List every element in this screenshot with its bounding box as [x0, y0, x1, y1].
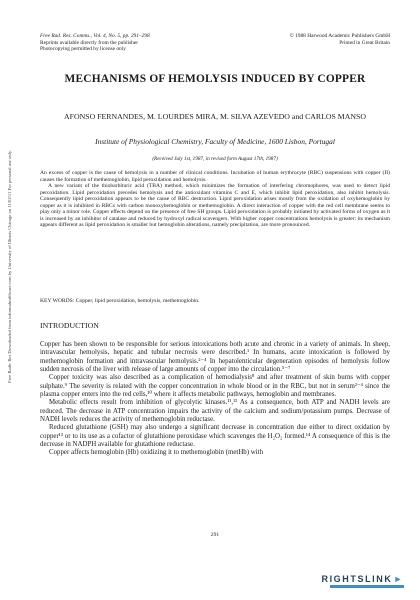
publisher-header	[290, 33, 390, 46]
body-paragraph: Metabolic effects result from inhibition of glycolytic kinases.¹¹,¹² As a consequence, both ATP and NADH levels are reduced. The decrease in ATP concentration impairs the activity of the calcium and sodium/potassium pumps. Decrease of NADH levels reduces the activity of methemoglobin reductase.	[40, 399, 390, 424]
rightslink-wordmark	[321, 574, 404, 584]
abstract-paragraph: A new variant of the thiobarbituric acid (TBA) method, which minimizes the formation of interfering chromophores, was used to detect lipid peroxidation. Lipid peroxidation precedes hemolysis and the antioxidant vitamins C and E, which inhibit lipid peroxidation, also inhibit hemolysis. Consequently lipid peroxidation appears to be the cause of RBC destruction. Lipid peroxidation arises mostly from the oxidation of oxyhemoglobin by copper as it is inhibited in RBCs with carbon monoxyhemoglobin or methemoglobin. A direct interaction of copper with the red cell membrane seems to play only a minor role. Copper effects depend on the presence of free SH groups. Lipid peroxidation is probably initiated by activated forms of oxygen as it is increased by an inhibitor of catalase and reduced by hydroxyl radical scavengers. With higher copper concentrations hemolysis is greater: its mechanism appears different as lipid peroxidation is smaller but hemoglobin alterations, namely precipitation, are more pronounced.	[40, 183, 390, 229]
abstract-paragraph: An excess of copper is the cause of hemolysis in a number of clinical conditions. Incubation of human erythrocyte (RBC) suspensions with copper (II) causes the formation of methemoglobin, lipid peroxidation and hemolysis.	[40, 170, 390, 183]
abstract	[40, 170, 390, 229]
journal-header	[40, 33, 150, 53]
body-paragraph: Copper toxicity was also described as a complication of hemodialysis⁸ and after treatment of skin burns with copper sulphate.⁹ The severity is related with the copper concentration in whole blood or in the RBC, but not in serum²⁻⁴ since the plasma copper enters into the red cells,¹⁰ where it affects metabolic pathways, hemoglobin and membranes.	[40, 374, 390, 399]
logo-underline	[330, 585, 404, 588]
article-title: MECHANISMS OF HEMOLYSIS INDUCED BY COPPER	[64, 73, 366, 85]
download-notice-text: Free Radic Res Downloaded from informahealthcare.com by University of Illinois Chicago on 11/02/11 For personal use only.	[7, 150, 12, 383]
affiliation: Institute of Physiological Chemistry, Faculty of Medicine, 1600 Lisbon, Portugal	[95, 137, 335, 146]
section-heading: INTRODUCTION	[40, 321, 99, 330]
keywords: KEY WORDS: Copper, lipid peroxidation, hemolysis, methemoglobin.	[40, 298, 200, 304]
body-paragraph: Copper has been shown to be responsible for serious intoxications both acute and chronic in a variety of animals. In sheep, intravascular hemolysis, hepatic and tubular necrosis were described.¹ In humans, acute intoxication is followed by methemoglobin formation and intravascular hemolysis.²⁻⁴ In hepatolenticular degeneration episodes of hemolysis follow sudden necrosis of the liver with release of large amounts of copper into the circulation.⁵⁻⁷	[40, 341, 390, 374]
photocopy-note: Photocopying permitted by license only	[40, 46, 126, 53]
download-notice	[2, 150, 18, 440]
copyright-line: © 1988 Harwood Academic Publishers GmbH	[289, 33, 390, 39]
body-paragraph: Reduced glutathione (GSH) may also undergo a significant decrease in concentration due either to direct oxidation by copper¹³ or to its use as a cofactor of glutathione peroxidase which scavenges the H₂O₂ formed.¹⁴ A consequence of this is the decrease in NADPH available for glutathione reductase.	[40, 424, 390, 449]
rightslink-logo-text: RIGHTSLINK	[321, 574, 393, 584]
reprints-note: Reprints available directly from the publisher	[40, 39, 139, 46]
author-list: AFONSO FERNANDES, M. LOURDES MIRA, M. SILVA AZEVEDO and CARLOS MANSO	[64, 112, 366, 121]
printed-in-line: Printed in Great Britain	[339, 39, 390, 46]
page-number: 291	[210, 532, 220, 538]
received-dates: (Received July 1st, 1987, in revised form August 17th, 1987)	[152, 156, 278, 162]
arrow-icon: ►	[393, 574, 404, 584]
journal-citation: Free Rad. Res. Comms., Vol. 4, No. 5, pp. 291–298	[40, 33, 150, 39]
body-paragraph: Copper affects hemoglobin (Hb) oxidizing it to methemoglobin (metHb) with	[49, 449, 264, 457]
body-text	[40, 341, 390, 458]
rightslink-logo[interactable]	[321, 574, 404, 588]
